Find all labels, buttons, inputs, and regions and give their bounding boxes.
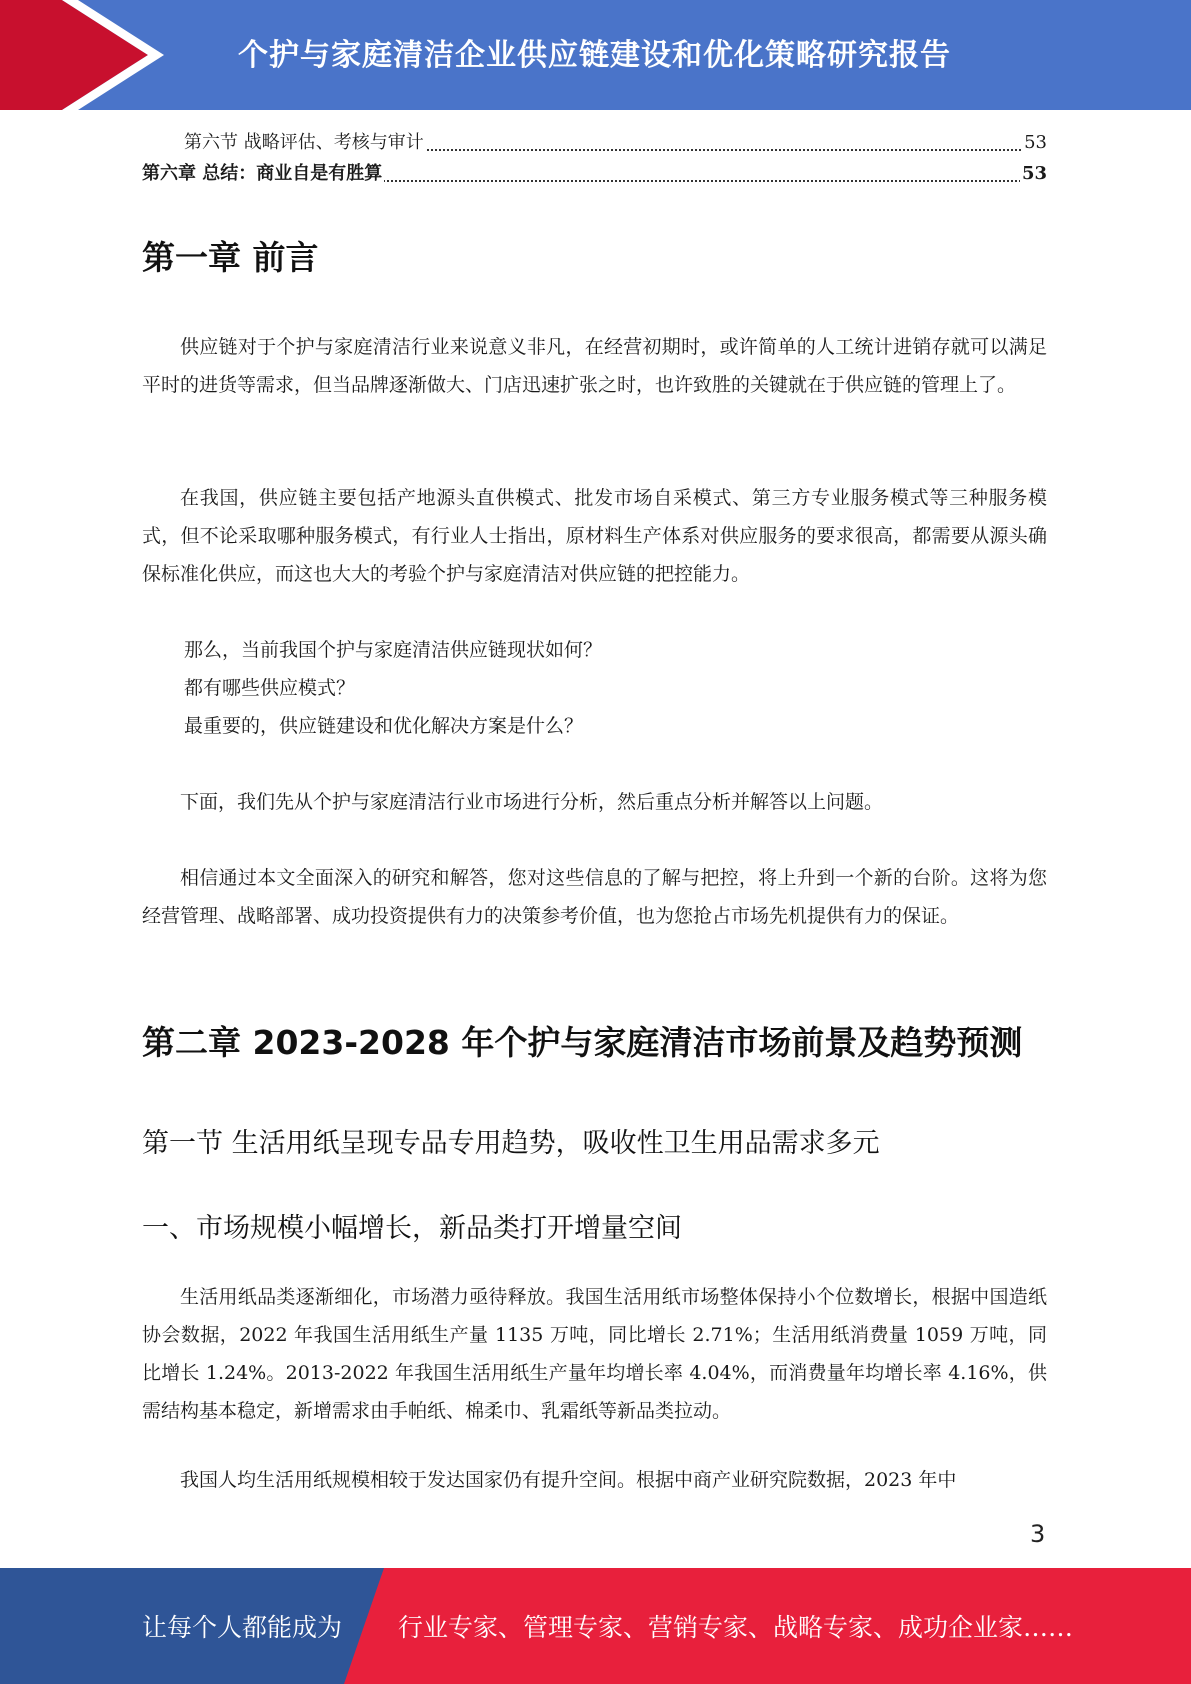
report-title: 个护与家庭清洁企业供应链建设和优化策略研究报告 (238, 38, 951, 73)
body-paragraph: 我国人均生活用纸规模相较于发达国家仍有提升空间。根据中商产业研究院数据，2023 年中 (180, 1469, 957, 1491)
page-number: 3 (1030, 1520, 1046, 1548)
toc-entry-label: 第六章 总结：商业自是有胜算 (142, 160, 384, 188)
footer-slogan-left: 让每个人都能成为 (142, 1613, 343, 1642)
body-paragraph: 生活用纸品类逐渐细化，市场潜力亟待释放。我国生活用纸市场整体保持小个位数增长，根据中国造纸协会数据，2022 年我国生活用纸生产量 1135 万吨，同比增长 2.71%；生活用纸消费量 1059 万吨，同比增长 1.24%。2013-2022 年我国生活用纸生产量年均增长率 4.04%，而消费量年均增长率 4.16%，供需结构基本稳定，新增需求由手帕纸、棉柔巾、乳霜纸等新品类拉动。 (142, 1286, 1047, 1422)
question-line: 都有哪些供应模式？ (184, 677, 356, 699)
toc-entry[interactable] (142, 160, 1047, 188)
body-paragraph: 供应链对于个护与家庭清洁行业来说意义非凡，在经营初期时，或许简单的人工统计进销存就可以满足平时的进货等需求，但当品牌逐渐做大、门店迅速扩张之时，也许致胜的关键就在于供应链的管理上了。 (142, 336, 1047, 396)
toc-entry-page: 53 (1020, 160, 1047, 188)
body-paragraph: 相信通过本文全面深入的研究和解答，您对这些信息的了解与把控，将上升到一个新的台阶。这将为您经营管理、战略部署、成功投资提供有力的决策参考价值，也为您抢占市场先机提供有力的保证。 (142, 867, 1047, 927)
toc-entry[interactable] (142, 129, 1047, 157)
page-header (0, 0, 1191, 110)
footer-slogan-right: 行业专家、管理专家、营销专家、战略专家、成功企业家…… (398, 1613, 1074, 1642)
question-line: 最重要的，供应链建设和优化解决方案是什么？ (184, 715, 584, 737)
body-paragraph: 下面，我们先从个护与家庭清洁行业市场进行分析，然后重点分析并解答以上问题。 (180, 791, 884, 813)
chapter-heading: 第一章 前言 (142, 238, 319, 277)
chapter-heading: 第二章 2023-2028 年个护与家庭清洁市场前景及趋势预测 (142, 1023, 1023, 1062)
body-paragraph: 在我国，供应链主要包括产地源头直供模式、批发市场自采模式、第三方专业服务模式等三种服务模式，但不论采取哪种服务模式，有行业人士指出，原材料生产体系对供应服务的要求很高，都需要从源头确保标准化供应，而这也大大的考验个护与家庭清洁对供应链的把控能力。 (142, 487, 1047, 585)
section-heading: 第一节 生活用纸呈现专品专用趋势，吸收性卫生用品需求多元 (142, 1128, 880, 1159)
question-line: 那么，当前我国个护与家庭清洁供应链现状如何？ (184, 639, 603, 661)
subsection-heading: 一、市场规模小幅增长，新品类打开增量空间 (142, 1213, 682, 1244)
toc-entry-page: 53 (1022, 129, 1047, 157)
toc-entry-label: 第六节 战略评估、考核与审计 (184, 129, 426, 157)
page-footer (0, 1568, 1191, 1684)
